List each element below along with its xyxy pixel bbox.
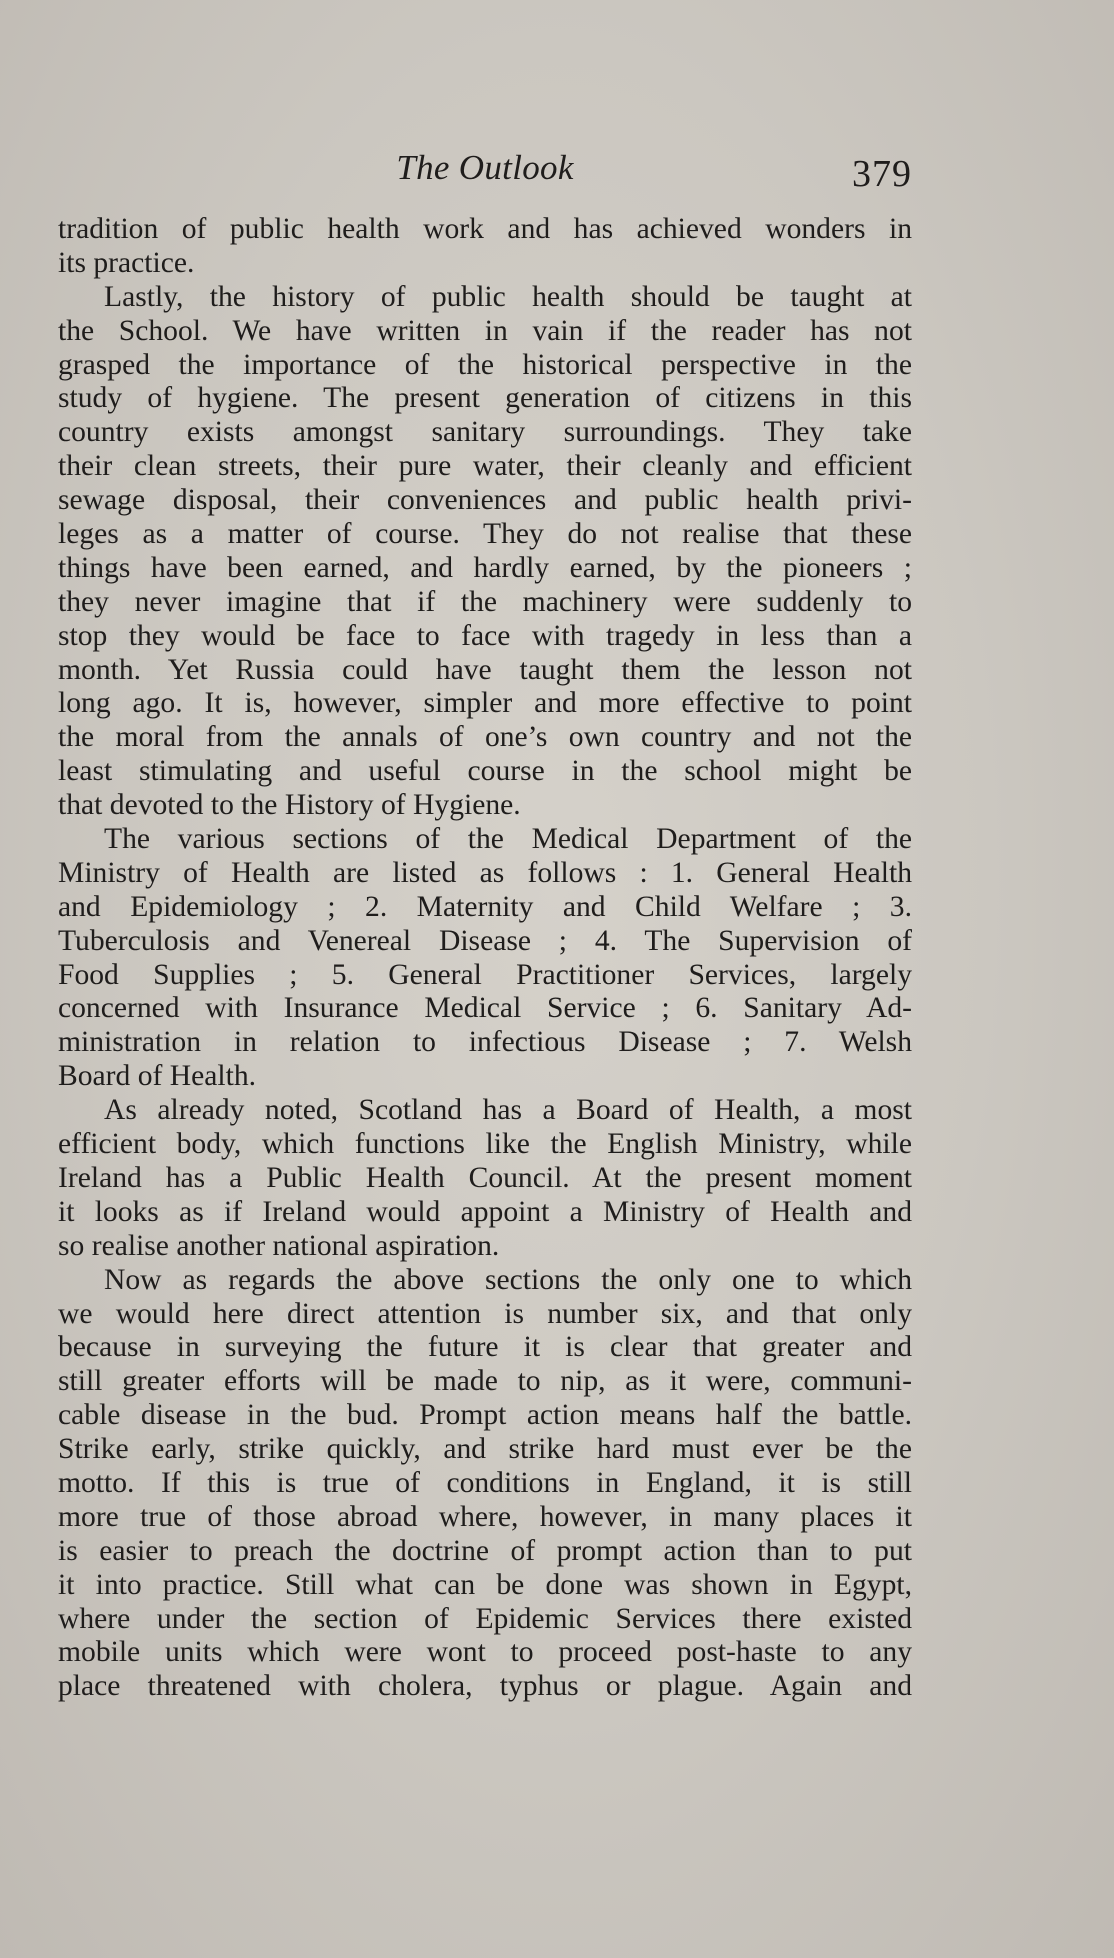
text-line: their clean streets, their pure water, their cleanly and efficient (58, 450, 912, 483)
text-line: leges as a matter of course. They do not realise that these (58, 518, 912, 551)
text-line: The various sections of the Medical Department of the (104, 823, 912, 856)
text-line: they never imagine that if the machinery were suddenly to (58, 585, 912, 618)
text-line: Ireland has a Public Health Council. At the present moment (58, 1161, 912, 1194)
text-line: ministration in relation to infectious Disease ; 7. Welsh (58, 1026, 912, 1059)
running-title: The Outlook (396, 148, 574, 187)
text-line: it looks as if Ireland would appoint a Ministry of Health and (58, 1195, 912, 1228)
text-line: the School. We have written in vain if the reader has not (58, 314, 912, 347)
text-line: mobile units which were wont to proceed post-haste to any (58, 1636, 912, 1669)
text-line: where under the section of Epidemic Services there existed (58, 1602, 912, 1635)
text-line: motto. If this is true of conditions in England, it is still (58, 1466, 912, 1499)
text-line: its practice. (58, 246, 195, 279)
text-line: tradition of public health work and has achieved wonders in (58, 213, 912, 245)
text-line: Board of Health. (58, 1060, 257, 1093)
text-line: Tuberculosis and Venereal Disease ; 4. The Supervision of (58, 924, 912, 957)
text-line: Ministry of Health are listed as follows : 1. General Health (58, 856, 912, 889)
page-number: 379 (852, 153, 912, 195)
text-line: concerned with Insurance Medical Service ; 6. Sanitary Ad- (58, 992, 912, 1025)
text-line: country exists amongst sanitary surroundings. They take (58, 416, 912, 449)
text-line: that devoted to the History of Hygiene. (58, 789, 521, 822)
text-line: Food Supplies ; 5. General Practitioner Services, largely (58, 958, 912, 991)
text-line: least stimulating and useful course in the school might be (58, 755, 912, 788)
text-line: Strike early, strike quickly, and strike hard must ever be the (58, 1433, 912, 1466)
text-line: long ago. It is, however, simpler and more effective to point (58, 687, 912, 720)
text-line: the moral from the annals of one’s own country and not the (58, 721, 912, 754)
text-line: Now as regards the above sections the only one to which (104, 1263, 912, 1296)
text-line: Lastly, the history of public health should be taught at (104, 280, 912, 313)
text-line: because in surveying the future it is clear that greater and (58, 1331, 912, 1364)
text-line: efficient body, which functions like the English Ministry, while (58, 1128, 912, 1161)
text-line: month. Yet Russia could have taught them the lesson not (58, 653, 912, 686)
body-text (58, 213, 912, 1704)
text-line: sewage disposal, their conveniences and public health privi- (58, 484, 912, 517)
text-line: cable disease in the bud. Prompt action means half the battle. (58, 1399, 912, 1432)
text-line: stop they would be face to face with tragedy in less than a (58, 619, 912, 652)
text-line: more true of those abroad where, however, in many places it (58, 1500, 912, 1533)
text-line: grasped the importance of the historical perspective in the (58, 348, 912, 381)
text-line: things have been earned, and hardly earned, by the pioneers ; (58, 551, 912, 584)
text-line: and Epidemiology ; 2. Maternity and Child Welfare ; 3. (58, 890, 912, 923)
text-line: place threatened with cholera, typhus or plague. Again and (58, 1670, 912, 1703)
text-line: is easier to preach the doctrine of prompt action than to put (58, 1534, 912, 1567)
text-line: still greater efforts will be made to nip, as it were, communi- (58, 1365, 912, 1398)
text-line: it into practice. Still what can be done was shown in Egypt, (58, 1568, 912, 1601)
text-line: As already noted, Scotland has a Board of Health, a most (104, 1094, 912, 1127)
text-line: so realise another national aspiration. (58, 1229, 500, 1262)
text-line: we would here direct attention is number six, and that only (58, 1297, 912, 1330)
running-head (58, 148, 912, 198)
text-line: study of hygiene. The present generation of citizens in this (58, 382, 912, 415)
